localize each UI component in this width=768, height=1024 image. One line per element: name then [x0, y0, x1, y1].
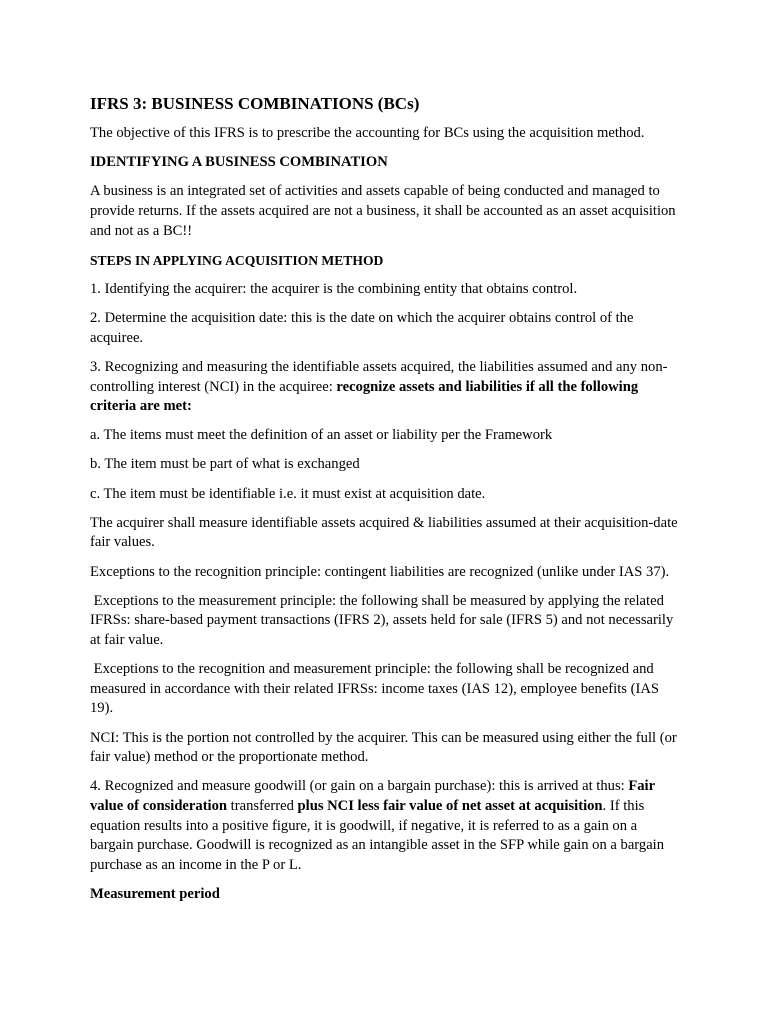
measurement-period-heading: Measurement period [90, 885, 220, 902]
identifying-paragraph: A business is an integrated set of activities and assets capable of being conducted and managed to provide returns. If the assets acquired are not a business, it shall be accounted as an asset acquisition and not as a BC!! [90, 183, 676, 239]
nci-paragraph: NCI: This is the portion not controlled by the acquirer. This can be measured using either the full (or fair value) method or the proportionate method. [90, 729, 677, 766]
steps-heading: STEPS IN APPLYING ACQUISITION METHOD [90, 252, 384, 268]
criteria-b: b. The item must be part of what is exchanged [90, 456, 360, 473]
step-4-bold-b: plus NCI less fair value of net asset at acquisition [297, 797, 603, 814]
criteria-a: a. The items must meet the definition of an asset or liability per the Framework [90, 427, 553, 444]
fair-value-paragraph: The acquirer shall measure identifiable assets acquired & liabilities assumed at their acquisition-date fair values. [90, 514, 678, 551]
exception-recognition-paragraph: Exceptions to the recognition principle: contingent liabilities are recognized (unlike under IAS 37). [90, 563, 670, 580]
step-3-bold-text: recognize assets and liabilities if all the following criteria are met: [90, 378, 639, 415]
step-4-text-b: transferred [227, 797, 298, 814]
step-3-paragraph [90, 358, 680, 417]
criteria-c: c. The item must be identifiable i.e. it must exist at acquisition date. [90, 485, 486, 502]
document-title: IFRS 3: BUSINESS COMBINATIONS (BCs) [90, 94, 420, 113]
identifying-heading: IDENTIFYING A BUSINESS COMBINATION [90, 154, 388, 171]
step-4-text-c: . If this equation results into a positive figure, it is goodwill, if negative, it is referred to as a gain on a bargain purchase. Goodwill is recognized as an intangible asset in the SFP while gain on a bargain purchase as an income in the P or L. [90, 797, 665, 873]
objective-paragraph: The objective of this IFRS is to prescribe the accounting for BCs using the acquisition method. [90, 125, 645, 141]
step-1-paragraph: 1. Identifying the acquirer: the acquirer is the combining entity that obtains control. [90, 280, 578, 297]
step-4-paragraph [90, 777, 680, 875]
exception-both-paragraph: Exceptions to the recognition and measurement principle: the following shall be recognized and measured in accordance with their related IFRSs: income taxes (IAS 12), employee benefits (IAS 19). [90, 661, 663, 717]
step-4-bold-a: Fair value of consideration [90, 778, 655, 814]
step-2-paragraph: 2. Determine the acquisition date: this is the date on which the acquirer obtains control of the acquiree. [90, 310, 634, 346]
step-4-text-a: 4. Recognized and measure goodwill (or gain on a bargain purchase): this is arrived at thus: [90, 778, 629, 795]
exception-measurement-paragraph: Exceptions to the measurement principle: the following shall be measured by applying the related IFRSs: share-based payment transactions (IFRS 2), assets held for sale (IFRS 5) and not necessarily at fair value. [90, 592, 677, 648]
step-3-text: 3. Recognizing and measuring the identifiable assets acquired, the liabilities assumed and any non-controlling interest (NCI) in the acquiree: [90, 358, 668, 395]
